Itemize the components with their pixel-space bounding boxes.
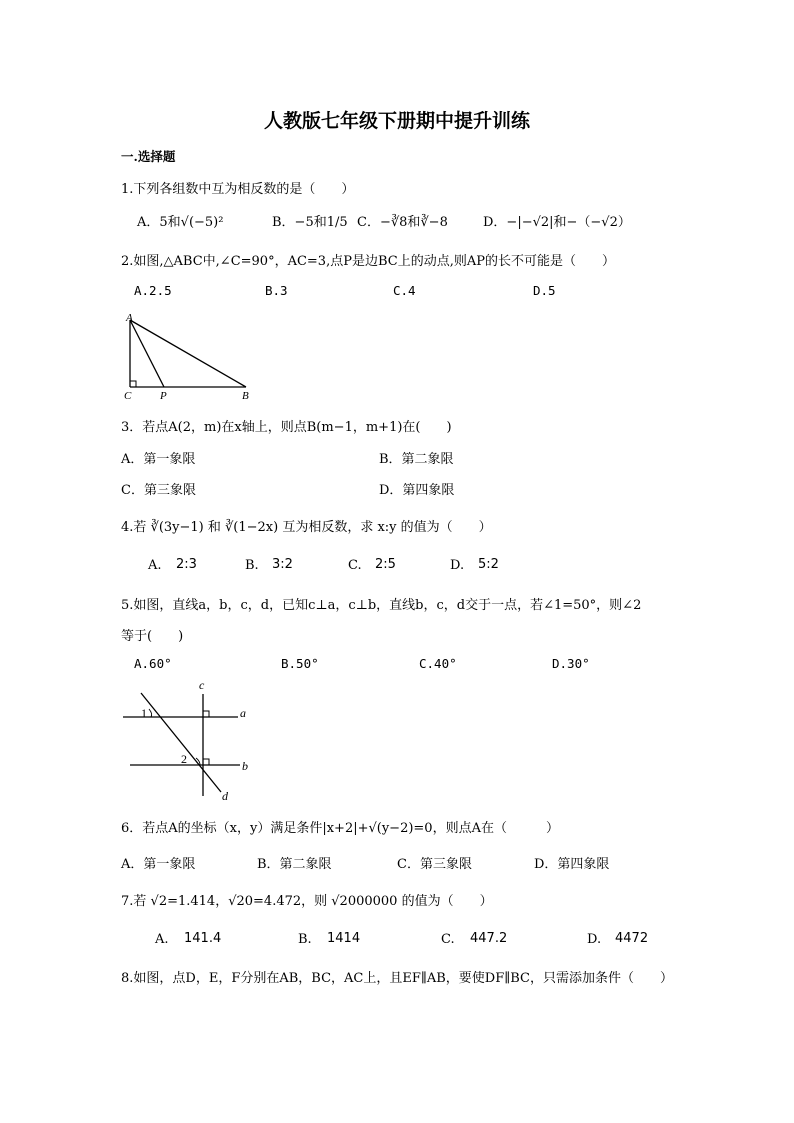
question-3-option-d: D．第四象限 xyxy=(379,483,455,498)
question-3-option-b: B．第二象限 xyxy=(379,452,454,467)
question-1-stem: 1.下列各组数中互为相反数的是（ ） xyxy=(121,182,355,197)
question-8-stem: 8.如图，点D，E，F分别在AB，BC，AC上，且EF∥AB，要使DF∥BC，只需添加条件（ ） xyxy=(121,971,673,986)
question-6-option-d: D．第四象限 xyxy=(534,857,610,872)
question-1-option-b: B．−5和1/5 xyxy=(272,215,348,230)
question-3-stem: 3．若点A(2，m)在x轴上，则点B(m−1，m+1)在( ) xyxy=(121,420,452,435)
question-4-letter-d: D. xyxy=(450,558,465,573)
question-7-letter-c: C. xyxy=(441,932,455,947)
question-4-letter-b: B. xyxy=(245,558,259,573)
question-5-option-d: D.30° xyxy=(552,656,590,671)
question-4-option-c: 2:5 xyxy=(375,557,396,572)
label-line-a: a xyxy=(240,706,246,720)
question-2-option-a: A.2.5 xyxy=(134,283,172,298)
question-2-stem: 2.如图,△ABC中,∠C=90°，AC=3,点P是边BC上的动点,则AP的长不可能是（ ） xyxy=(121,254,615,269)
question-7-option-c: 447.2 xyxy=(470,931,508,946)
question-1-option-d: D．−|−√2|和−（−√2） xyxy=(483,215,631,230)
question-4-stem: 4.若 ∛(3y−1) 和 ∛(1−2x) 互为相反数，求 x:y 的值为（ ） xyxy=(121,520,492,535)
label-angle-2: 2 xyxy=(181,752,187,766)
question-4-option-b: 3:2 xyxy=(272,557,293,572)
question-6-stem: 6．若点A的坐标（x，y）满足条件|x+2|+√(y−2)=0，则点A在（ ） xyxy=(121,821,559,836)
question-7-letter-a: A. xyxy=(155,932,169,947)
section-heading: 一.选择题 xyxy=(121,149,176,164)
question-6-option-a: A．第一象限 xyxy=(121,857,196,872)
question-4-letter-c: C. xyxy=(348,558,362,573)
question-5-option-b: B.50° xyxy=(281,656,319,671)
question-7-option-b: 1414 xyxy=(327,931,361,946)
question-7-option-d: 4472 xyxy=(615,931,649,946)
page-title: 人教版七年级下册期中提升训练 xyxy=(263,110,530,132)
question-7-stem: 7.若 √2=1.414，√20=4.472，则 √2000000 的值为（ ） xyxy=(121,894,493,909)
question-2-option-c: C.4 xyxy=(393,283,416,298)
label-a: A xyxy=(126,312,133,324)
question-2-option-d: D.5 xyxy=(533,283,556,298)
question-4-option-d: 5:2 xyxy=(478,557,499,572)
question-1-option-a: A．5和√(−5)² xyxy=(137,215,224,230)
question-7-letter-b: B. xyxy=(298,932,312,947)
question-7-option-a: 141.4 xyxy=(184,931,222,946)
label-line-d: d xyxy=(222,789,228,803)
question-6-option-c: C．第三象限 xyxy=(397,857,472,872)
question-5-stem-line2: 等于( ) xyxy=(121,629,184,644)
label-angle-1: 1 xyxy=(141,706,147,720)
label-b: B xyxy=(242,390,249,400)
question-6-option-b: B．第二象限 xyxy=(257,857,332,872)
label-c: C xyxy=(124,390,132,400)
question-4-letter-a: A. xyxy=(148,558,162,573)
question-1-option-c: C．−∛8和∛−8 xyxy=(357,215,448,230)
question-7-letter-d: D. xyxy=(587,932,602,947)
question-5-option-c: C.40° xyxy=(419,656,457,671)
question-5-stem-line1: 5.如图，直线a，b，c，d，已知c⊥a，c⊥b，直线b，c，d交于一点，若∠1=50°，则∠2 xyxy=(121,598,642,613)
label-line-c: c xyxy=(199,678,205,692)
question-2-option-b: B.3 xyxy=(265,283,288,298)
question-5-option-a: A.60° xyxy=(134,656,172,671)
question-4-option-a: 2:3 xyxy=(176,557,197,572)
label-p: P xyxy=(160,390,167,400)
parallel-lines-figure xyxy=(118,676,268,804)
triangle-figure xyxy=(118,308,278,400)
question-3-option-c: C．第三象限 xyxy=(121,483,196,498)
question-3-option-a: A．第一象限 xyxy=(121,452,196,467)
label-line-b: b xyxy=(242,759,248,773)
